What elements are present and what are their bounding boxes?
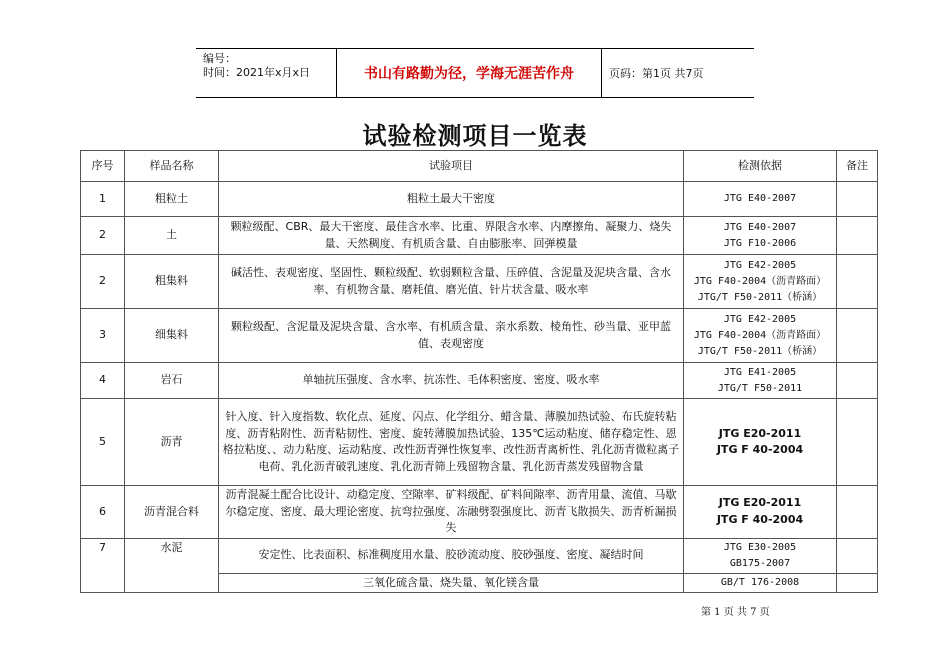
row-name: 沥青混合料 [125,486,219,539]
table-row [81,363,878,399]
row-no: 2 [81,217,125,255]
row-basis [684,538,837,573]
row-name: 粗粒土 [125,182,219,217]
table-row [81,255,878,309]
basis-line: JTG E20-2011 [718,496,802,510]
row-items: 颗粒级配、CBR、最大干密度、最佳含水率、比重、界限含水率、内摩擦角、凝聚力、烧失量、天然稠度、有机质含量、自由膨胀率、回弹模量 [219,217,684,255]
basis-line: GB175-2007 [729,557,791,569]
page-header [196,48,754,98]
row-basis [684,255,837,309]
col-header-basis: 检测依据 [684,151,837,182]
row-items: 碱活性、表观密度、坚固性、颗粒级配、软弱颗粒含量、压碎值、含泥量及泥块含量、含水率、有机物含量、磨耗值、磨光值、针片状含量、吸水率 [219,255,684,309]
row-name: 细集料 [125,309,219,363]
row-note [837,486,878,539]
row-basis [684,486,837,539]
row-items: 粗粒土最大干密度 [219,182,684,217]
col-header-name: 样品名称 [125,151,219,182]
row-note [837,309,878,363]
table-row [81,538,878,573]
col-header-note: 备注 [837,151,878,182]
basis-line: JTG F 40-2004 [716,443,804,456]
basis-line: JTG/T F50-2011（桥涵） [697,345,823,357]
basis-line: JTG F40-2004（沥青路面） [693,275,827,287]
row-no: 4 [81,363,125,399]
row-note [837,573,878,593]
time-label: 时间：2021年x月x日 [203,66,311,79]
basis-line: JTG E30-2005 [723,541,797,553]
row-basis [684,182,837,217]
table-row [81,486,878,539]
basis-line: JTG E40-2007 [723,221,797,233]
header-meta [196,49,337,97]
basis-line: JTG E42-2005 [723,313,797,325]
row-name: 沥青 [125,399,219,486]
basis-line: JTG E41-2005 [723,366,797,378]
table-row [81,217,878,255]
row-no: 1 [81,182,125,217]
col-header-items: 试验项目 [219,151,684,182]
row-name: 土 [125,217,219,255]
col-header-no: 序号 [81,151,125,182]
page-label: 页码：第1页 共7页 [609,67,704,80]
row-name: 水泥 [125,538,219,593]
row-note [837,182,878,217]
row-no: 7 [81,538,125,593]
row-note [837,255,878,309]
basis-line: JTG F 40-2004 [716,512,804,526]
table-header-row [81,151,878,182]
basis-line: JTG/T F50-2011 [717,382,803,394]
row-basis [684,399,837,486]
row-note [837,399,878,486]
row-note [837,217,878,255]
basis-line: GB/T 176-2008 [720,576,800,588]
row-basis [684,309,837,363]
row-name: 粗集料 [125,255,219,309]
row-basis [684,573,837,593]
row-basis [684,363,837,399]
row-items: 安定性、比表面积、标准稠度用水量、胶砂流动度、胶砂强度、密度、凝结时间 [219,538,684,573]
row-name: 岩石 [125,363,219,399]
number-label: 编号： [203,52,236,65]
basis-line: JTG E42-2005 [723,259,797,271]
row-no: 5 [81,399,125,486]
row-items: 针入度、针入度指数、软化点、延度、闪点、化学组分、蜡含量、薄膜加热试验、布氏旋转粘度、沥青粘附性、沥青粘韧性、密度、旋转薄膜加热试验、135℃运动粘度、储存稳定性、恩格拉粘度、、动力粘度、运动粘度、改性沥青弹性恢复率、改性沥青离析性、乳化沥青微粒离子电荷、乳化沥青破乳速度、乳化沥青筛上残留物含量、乳化沥青蒸发残留物含量 [219,399,684,486]
table-row [81,309,878,363]
row-items: 单轴抗压强度、含水率、抗冻性、毛体积密度、密度、吸水率 [219,363,684,399]
row-note [837,538,878,573]
row-items: 沥青混凝土配合比设计、动稳定度、空隙率、矿料级配、矿料间隙率、沥青用量、流值、马歇尔稳定度、密度、最大理论密度、抗弯拉强度、冻融劈裂强度比、沥青飞散损失、沥青析漏损失 [219,486,684,539]
table-row [81,182,878,217]
row-no: 2 [81,255,125,309]
row-basis [684,217,837,255]
table-row [81,399,878,486]
page-footer: 第 1 页 共 7 页 [701,607,770,618]
row-items: 颗粒级配、含泥量及泥块含量、含水率、有机质含量、亲水系数、棱角性、砂当量、亚甲蓝值、表观密度 [219,309,684,363]
row-note [837,363,878,399]
row-items: 三氧化硫含量、烧失量、氧化镁含量 [219,573,684,593]
test-items-table [80,150,878,593]
motto: 书山有路勤为径，学海无涯苦作舟 [337,49,602,97]
basis-line: JTG E20-2011 [718,426,802,440]
page-title: 试验检测项目一览表 [362,121,588,150]
basis-line: JTG F40-2004（沥青路面） [693,329,827,341]
basis-line: JTG E40-2007 [723,193,797,204]
row-no: 6 [81,486,125,539]
basis-line: JTG/T F50-2011（桥涵） [697,291,823,303]
basis-line: JTG F10-2006 [723,237,797,249]
row-no: 3 [81,309,125,363]
